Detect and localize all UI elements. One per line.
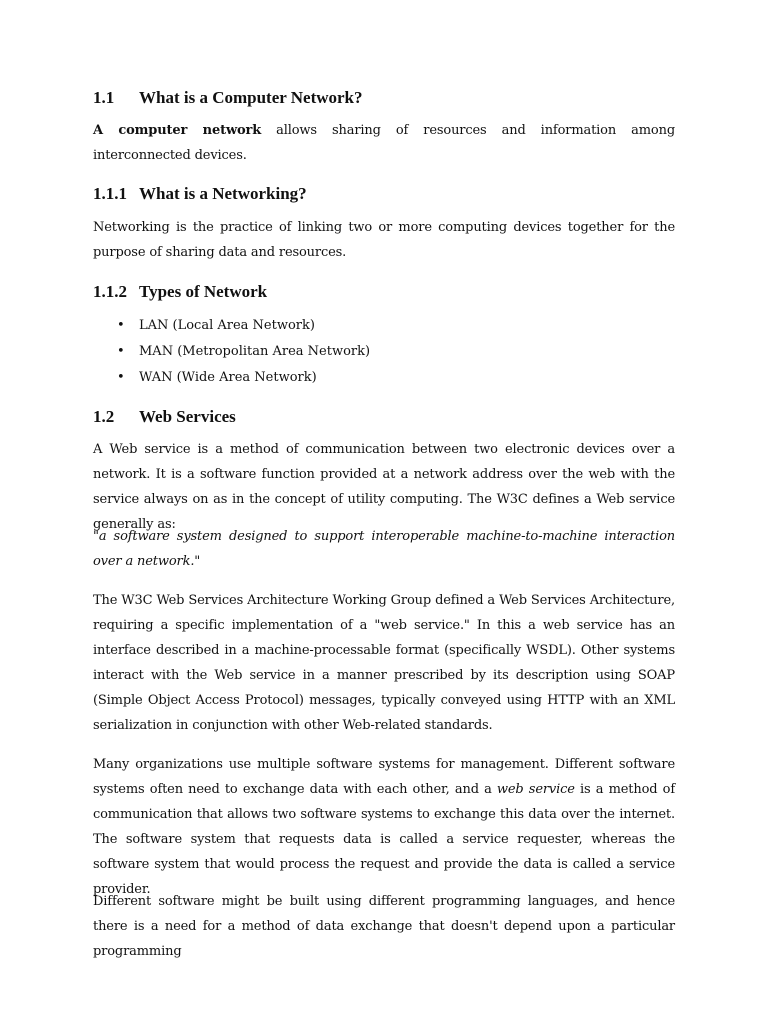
- list-item-text: WAN (Wide Area Network): [139, 370, 317, 385]
- paragraph-networking: Networking is the practice of linking two or more computing devices together for the purpose of sharing data and resources.: [93, 220, 675, 260]
- bullet-icon: •: [117, 370, 125, 385]
- section-title: What is a Networking?: [139, 184, 307, 203]
- section-number: 1.1.2: [93, 282, 127, 301]
- term-computer-network: A computer network: [93, 123, 262, 138]
- heading-1-2: [93, 407, 236, 427]
- paragraph-text: Many organizations use multiple software systems for management. Different software systems often need to exchange data with each other, and a: [93, 757, 675, 797]
- paragraph-computer-network: [93, 118, 675, 168]
- paragraph-different-software: Different software might be built using different programming languages, and hence there is a need for a method of data exchange that doesn't depend upon a particular programming: [93, 894, 675, 959]
- list-item-text: LAN (Local Area Network): [139, 318, 315, 333]
- paragraph-text: allows sharing of resources and information among interconnected devices.: [93, 123, 675, 163]
- bullet-icon: •: [117, 318, 125, 333]
- heading-1-1-1: [93, 184, 307, 204]
- section-number: 1.1.1: [93, 184, 127, 203]
- section-number: 1.2: [93, 407, 115, 426]
- list-item: [93, 339, 370, 365]
- section-title: Types of Network: [139, 282, 268, 301]
- heading-1-1: [93, 88, 363, 108]
- list-item: [93, 365, 370, 391]
- w3c-quote: "a software system designed to support interoperable machine-to-machine interaction over a network.": [93, 529, 675, 569]
- paragraph-w3c-architecture: The W3C Web Services Architecture Working Group defined a Web Services Architecture, requiring a specific implementation of a "web service." In this a web service has an interface described in a machine-processable format (specifically WSDL). Other systems interact with the Web service in a manner prescribed by its description using SOAP (Simple Object Access Protocol) messages, typically conveyed using HTTP with an XML serialization in conjunction with other Web-related standards.: [93, 593, 675, 733]
- term-web-service: web service: [496, 782, 575, 797]
- section-title: What is a Computer Network?: [139, 88, 363, 107]
- section-number: 1.1: [93, 88, 115, 107]
- heading-1-1-2: [93, 282, 267, 302]
- section-title: Web Services: [139, 407, 236, 426]
- paragraph-organizations: [93, 752, 675, 902]
- list-item: [93, 313, 370, 339]
- paragraph-text: is a method of communication that allows two software systems to exchange this data over the internet. The software system that requests data is called a service requester, whereas the software system that would process the request and provide the data is called a service provider.: [93, 782, 676, 897]
- list-item-text: MAN (Metropolitan Area Network): [139, 344, 371, 359]
- bullet-icon: •: [117, 344, 125, 359]
- paragraph-web-service-definition: A Web service is a method of communication between two electronic devices over a network. It is a software function provided at a network address over the web with the service always on as in the concept of utility computing. The W3C defines a Web service generally as:: [93, 442, 675, 532]
- network-types-list: [93, 313, 370, 391]
